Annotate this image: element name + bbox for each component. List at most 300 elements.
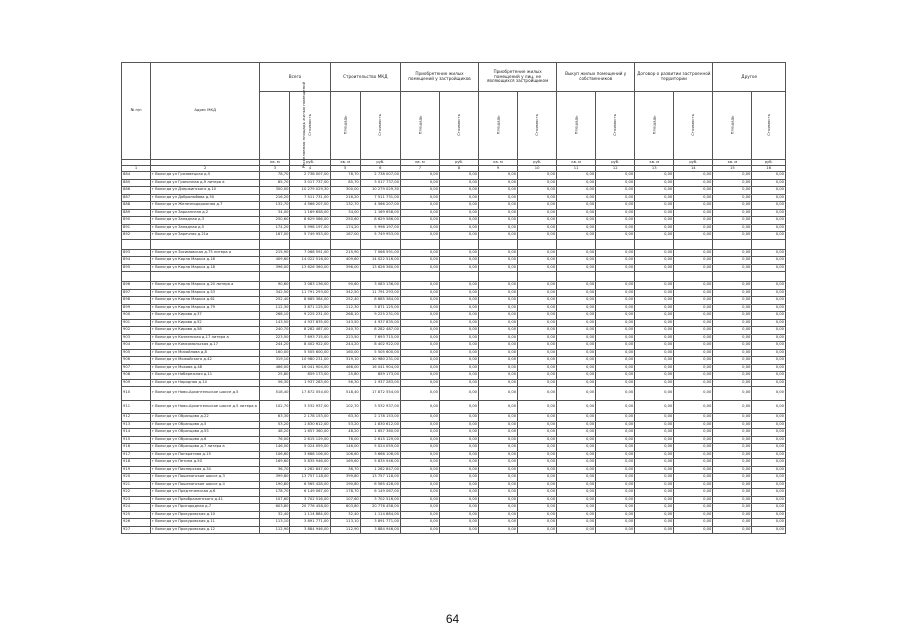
zero-value-cell: 0,00 <box>752 194 786 202</box>
zero-value-cell: 0,00 <box>439 379 478 387</box>
row-number-cell: 909 <box>122 379 151 387</box>
zero-value-cell: 0,00 <box>752 372 786 380</box>
column-number: 7 <box>400 166 439 172</box>
address-cell: г Вологда ул Кирова д.37 <box>151 312 260 320</box>
zero-value-cell: 0,00 <box>400 349 439 357</box>
zero-value-cell: 0,00 <box>635 474 674 482</box>
zero-value-cell: 0,00 <box>674 289 713 297</box>
zero-value-cell: 0,00 <box>674 489 713 497</box>
table-row <box>122 264 786 272</box>
zero-value-cell: 0,00 <box>596 414 635 422</box>
construction-area-cell: 300,00 <box>330 187 360 195</box>
construction-cost-cell: 3 083 136,00 <box>360 282 400 290</box>
construction-area-cell: 169,60 <box>330 459 360 467</box>
zero-value-cell: 0,00 <box>400 257 439 265</box>
construction-cost-cell: 3 702 516,00 <box>360 496 400 504</box>
zero-value-cell: 0,00 <box>596 282 635 290</box>
zero-value-cell: 0,00 <box>713 334 752 342</box>
row-number-cell: 921 <box>122 481 151 489</box>
resettled-area-cell: 78,70 <box>260 172 290 180</box>
table-row <box>122 224 786 232</box>
header-acquisition-cost: Стоимость <box>439 92 478 160</box>
table-row <box>122 217 786 225</box>
zero-value-cell: 0,00 <box>713 217 752 225</box>
zero-value-cell: 0,00 <box>479 436 518 444</box>
zero-value-cell: 0,00 <box>752 257 786 265</box>
zero-value-cell: 0,00 <box>557 466 596 474</box>
zero-value-cell: 0,00 <box>400 436 439 444</box>
zero-value-cell: 0,00 <box>635 172 674 180</box>
header-construction-cost: Стоимость <box>360 92 400 160</box>
zero-value-cell: 0,00 <box>752 232 786 240</box>
zero-value-cell: 0,00 <box>439 364 478 372</box>
zero-value-cell: 0,00 <box>713 496 752 504</box>
zero-value-cell: 0,00 <box>674 232 713 240</box>
zero-value-cell: 0,00 <box>557 511 596 519</box>
zero-value-cell: 0,00 <box>439 179 478 187</box>
header-unit: руб. <box>596 160 635 166</box>
resettled-area-cell: 319,10 <box>260 357 290 365</box>
address-cell: г Вологда ул Грязовецкая д.5 <box>151 172 260 180</box>
zero-value-cell: 0,00 <box>439 187 478 195</box>
table-cell-empty <box>713 239 752 249</box>
zero-value-cell: 0,00 <box>596 451 635 459</box>
row-number-cell: 925 <box>122 511 151 519</box>
total-cost-cell: 7 068 591,00 <box>290 249 330 257</box>
table-cell-empty <box>596 239 635 249</box>
zero-value-cell: 0,00 <box>752 511 786 519</box>
zero-value-cell: 0,00 <box>635 466 674 474</box>
column-number: 1 <box>122 166 151 172</box>
resettled-area-cell: 112,90 <box>260 526 290 534</box>
table-cell-empty <box>752 272 786 282</box>
zero-value-cell: 0,00 <box>713 179 752 187</box>
table-row <box>122 209 786 217</box>
row-number-cell: 897 <box>122 289 151 297</box>
header-group-development: Договор о развитии застроенной территории <box>635 63 713 92</box>
zero-value-cell: 0,00 <box>557 379 596 387</box>
zero-value-cell: 0,00 <box>596 232 635 240</box>
zero-value-cell: 0,00 <box>439 327 478 335</box>
construction-cost-cell: 1 937 283,00 <box>360 379 400 387</box>
resettled-area-cell: 25,80 <box>260 372 290 380</box>
column-number: 8 <box>439 166 478 172</box>
zero-value-cell: 0,00 <box>635 357 674 365</box>
zero-value-cell: 0,00 <box>713 387 752 401</box>
zero-value-cell: 0,00 <box>518 511 557 519</box>
header-group-acquisition: Приобретение жилых помещений у застройщиков <box>400 63 478 92</box>
zero-value-cell: 0,00 <box>674 319 713 327</box>
zero-value-cell: 0,00 <box>596 304 635 312</box>
table-cell-empty <box>479 272 518 282</box>
zero-value-cell: 0,00 <box>635 436 674 444</box>
header-buyout-area: Площадь <box>557 92 596 160</box>
row-number-cell: 884 <box>122 172 151 180</box>
zero-value-cell: 0,00 <box>752 519 786 527</box>
zero-value-cell: 0,00 <box>400 459 439 467</box>
total-cost-cell: 10 980 231,00 <box>290 357 330 365</box>
zero-value-cell: 0,00 <box>674 342 713 350</box>
zero-value-cell: 0,00 <box>635 217 674 225</box>
zero-value-cell: 0,00 <box>518 436 557 444</box>
zero-value-cell: 0,00 <box>400 451 439 459</box>
zero-value-cell: 0,00 <box>713 519 752 527</box>
zero-value-cell: 0,00 <box>518 257 557 265</box>
zero-value-cell: 0,00 <box>518 466 557 474</box>
resettled-area-cell: 342,50 <box>260 289 290 297</box>
resettled-area-cell: 178,70 <box>260 489 290 497</box>
zero-value-cell: 0,00 <box>635 421 674 429</box>
zero-value-cell: 0,00 <box>400 400 439 414</box>
zero-value-cell: 0,00 <box>400 209 439 217</box>
zero-value-cell: 0,00 <box>635 489 674 497</box>
resettled-area-cell: 174,20 <box>260 224 290 232</box>
resettled-area-cell: 32,40 <box>260 511 290 519</box>
zero-value-cell: 0,00 <box>752 187 786 195</box>
zero-value-cell: 0,00 <box>752 297 786 305</box>
zero-value-cell: 0,00 <box>674 451 713 459</box>
table-cell-empty <box>635 272 674 282</box>
total-cost-cell: 11 791 293,00 <box>290 289 330 297</box>
zero-value-cell: 0,00 <box>674 421 713 429</box>
zero-value-cell: 0,00 <box>713 504 752 512</box>
column-number: 10 <box>518 166 557 172</box>
zero-value-cell: 0,00 <box>439 489 478 497</box>
header-unit: кв. м <box>260 160 290 166</box>
zero-value-cell: 0,00 <box>518 282 557 290</box>
total-cost-cell: 3 884 946,00 <box>290 526 330 534</box>
address-cell: г Вологда ул Добролюбова д.50 <box>151 194 260 202</box>
zero-value-cell: 0,00 <box>518 504 557 512</box>
zero-value-cell: 0,00 <box>400 232 439 240</box>
zero-value-cell: 0,00 <box>479 400 518 414</box>
header-group-total: Всего <box>260 63 330 92</box>
table-row <box>122 304 786 312</box>
table-row <box>122 421 786 429</box>
zero-value-cell: 0,00 <box>439 334 478 342</box>
resettled-area-cell: 250,60 <box>260 217 290 225</box>
construction-area-cell: 143,50 <box>330 319 360 327</box>
zero-value-cell: 0,00 <box>596 172 635 180</box>
zero-value-cell: 0,00 <box>479 194 518 202</box>
table-row <box>122 481 786 489</box>
table-row <box>122 282 786 290</box>
construction-area-cell: 268,10 <box>330 312 360 320</box>
header-unit: руб. <box>290 160 330 166</box>
zero-value-cell: 0,00 <box>557 312 596 320</box>
table-row <box>122 496 786 504</box>
row-number-cell: 920 <box>122 474 151 482</box>
zero-value-cell: 0,00 <box>713 187 752 195</box>
zero-value-cell: 0,00 <box>439 519 478 527</box>
address-cell: г Вологда ул Пошехонское шоссе д.3 <box>151 474 260 482</box>
address-cell: г Вологда ул Панкратова д.15 <box>151 451 260 459</box>
zero-value-cell: 0,00 <box>518 489 557 497</box>
zero-value-cell: 0,00 <box>518 264 557 272</box>
header-other-area: Площадь <box>713 92 752 160</box>
table-row <box>122 466 786 474</box>
address-cell: г Вологда ул Карла Маркса д.20 литера а <box>151 282 260 290</box>
table-row <box>122 519 786 527</box>
zero-value-cell: 0,00 <box>752 387 786 401</box>
zero-value-cell: 0,00 <box>479 289 518 297</box>
table-row <box>122 327 786 335</box>
header-acquisition-other-area: Площадь <box>479 92 518 160</box>
zero-value-cell: 0,00 <box>400 489 439 497</box>
table-row <box>122 202 786 210</box>
zero-value-cell: 0,00 <box>635 444 674 452</box>
zero-value-cell: 0,00 <box>439 304 478 312</box>
construction-area-cell: 174,20 <box>330 224 360 232</box>
zero-value-cell: 0,00 <box>674 357 713 365</box>
zero-value-cell: 0,00 <box>674 526 713 534</box>
zero-value-cell: 0,00 <box>752 202 786 210</box>
zero-value-cell: 0,00 <box>400 372 439 380</box>
zero-value-cell: 0,00 <box>439 429 478 437</box>
zero-value-cell: 0,00 <box>752 217 786 225</box>
zero-value-cell: 0,00 <box>518 481 557 489</box>
zero-value-cell: 0,00 <box>518 421 557 429</box>
zero-value-cell: 0,00 <box>674 414 713 422</box>
table-row <box>122 349 786 357</box>
zero-value-cell: 0,00 <box>635 179 674 187</box>
zero-value-cell: 0,00 <box>439 357 478 365</box>
total-cost-cell: 3 891 771,00 <box>290 519 330 527</box>
header-total-cost: Стоимость <box>290 92 330 160</box>
address-cell: г Вологда ул Преображенского д.41 <box>151 496 260 504</box>
construction-cost-cell: 8 402 922,00 <box>360 342 400 350</box>
zero-value-cell: 0,00 <box>400 179 439 187</box>
resettled-area-cell: 268,10 <box>260 312 290 320</box>
zero-value-cell: 0,00 <box>400 327 439 335</box>
zero-value-cell: 0,00 <box>400 249 439 257</box>
resettled-area-cell: 113,10 <box>260 519 290 527</box>
zero-value-cell: 0,00 <box>479 349 518 357</box>
address-cell: г Вологда ул Комсомольская д.17 <box>151 342 260 350</box>
zero-value-cell: 0,00 <box>439 444 478 452</box>
header-unit: кв. м <box>557 160 596 166</box>
column-number: 11 <box>557 166 596 172</box>
construction-area-cell: 160,00 <box>330 349 360 357</box>
table-cell-empty <box>151 239 260 249</box>
construction-cost-cell: 1 262 847,00 <box>360 466 400 474</box>
register-table-sheet <box>121 62 786 534</box>
table-row <box>122 387 786 401</box>
zero-value-cell: 0,00 <box>557 232 596 240</box>
zero-value-cell: 0,00 <box>479 319 518 327</box>
row-number-cell: 901 <box>122 319 151 327</box>
column-number: 3 <box>260 166 290 172</box>
construction-cost-cell: 17 872 554,00 <box>360 387 400 401</box>
construction-area-cell: 244,20 <box>330 342 360 350</box>
zero-value-cell: 0,00 <box>518 357 557 365</box>
zero-value-cell: 0,00 <box>439 481 478 489</box>
total-cost-cell: 1 830 612,00 <box>290 421 330 429</box>
total-cost-cell: 13 626 360,00 <box>290 264 330 272</box>
zero-value-cell: 0,00 <box>713 312 752 320</box>
zero-value-cell: 0,00 <box>674 172 713 180</box>
construction-cost-cell: 3 668 106,00 <box>360 451 400 459</box>
construction-area-cell: 603,80 <box>330 504 360 512</box>
zero-value-cell: 0,00 <box>557 327 596 335</box>
zero-value-cell: 0,00 <box>439 319 478 327</box>
zero-value-cell: 0,00 <box>596 511 635 519</box>
construction-area-cell: 319,10 <box>330 357 360 365</box>
zero-value-cell: 0,00 <box>479 372 518 380</box>
row-number-cell: 899 <box>122 304 151 312</box>
table-cell-empty <box>330 239 360 249</box>
column-number: 4 <box>290 166 330 172</box>
table-row <box>122 526 786 534</box>
row-number-cell: 886 <box>122 187 151 195</box>
address-cell: г Вологда ул Заркапсная д.2 <box>151 209 260 217</box>
zero-value-cell: 0,00 <box>557 349 596 357</box>
zero-value-cell: 0,00 <box>635 364 674 372</box>
row-number-cell: 904 <box>122 342 151 350</box>
table-row <box>122 436 786 444</box>
construction-cost-cell: 3 884 946,00 <box>360 526 400 534</box>
table-cell-empty <box>674 272 713 282</box>
zero-value-cell: 0,00 <box>713 459 752 467</box>
zero-value-cell: 0,00 <box>713 400 752 414</box>
zero-value-cell: 0,00 <box>596 429 635 437</box>
table-row <box>122 379 786 387</box>
header-resettled-area: Расселяемая площадь жилых помещений <box>260 92 290 160</box>
zero-value-cell: 0,00 <box>596 379 635 387</box>
zero-value-cell: 0,00 <box>596 289 635 297</box>
zero-value-cell: 0,00 <box>400 297 439 305</box>
zero-value-cell: 0,00 <box>752 224 786 232</box>
zero-value-cell: 0,00 <box>400 342 439 350</box>
zero-value-cell: 0,00 <box>400 282 439 290</box>
zero-value-cell: 0,00 <box>439 349 478 357</box>
construction-area-cell: 342,50 <box>330 289 360 297</box>
column-number: 16 <box>752 166 786 172</box>
zero-value-cell: 0,00 <box>439 436 478 444</box>
zero-value-cell: 0,00 <box>752 504 786 512</box>
zero-value-cell: 0,00 <box>635 372 674 380</box>
zero-value-cell: 0,00 <box>596 364 635 372</box>
construction-area-cell: 146,00 <box>330 444 360 452</box>
zero-value-cell: 0,00 <box>635 526 674 534</box>
zero-value-cell: 0,00 <box>400 474 439 482</box>
construction-cost-cell: 2 178 153,00 <box>360 414 400 422</box>
zero-value-cell: 0,00 <box>674 304 713 312</box>
zero-value-cell: 0,00 <box>752 489 786 497</box>
zero-value-cell: 0,00 <box>752 429 786 437</box>
zero-value-cell: 0,00 <box>400 504 439 512</box>
zero-value-cell: 0,00 <box>400 519 439 527</box>
zero-value-cell: 0,00 <box>596 327 635 335</box>
zero-value-cell: 0,00 <box>596 224 635 232</box>
construction-cost-cell: 5 024 059,00 <box>360 444 400 452</box>
zero-value-cell: 0,00 <box>479 217 518 225</box>
row-number-cell: 902 <box>122 327 151 335</box>
column-number: 12 <box>596 166 635 172</box>
zero-value-cell: 0,00 <box>518 444 557 452</box>
resettled-area-cell: 107,60 <box>260 496 290 504</box>
zero-value-cell: 0,00 <box>596 519 635 527</box>
column-number: 2 <box>151 166 260 172</box>
zero-value-cell: 0,00 <box>596 474 635 482</box>
zero-value-cell: 0,00 <box>674 187 713 195</box>
zero-value-cell: 0,00 <box>439 264 478 272</box>
total-cost-cell: 6 565 428,00 <box>290 481 330 489</box>
column-number: 14 <box>674 166 713 172</box>
zero-value-cell: 0,00 <box>479 519 518 527</box>
zero-value-cell: 0,00 <box>713 421 752 429</box>
zero-value-cell: 0,00 <box>518 342 557 350</box>
zero-value-cell: 0,00 <box>400 319 439 327</box>
zero-value-cell: 0,00 <box>635 414 674 422</box>
zero-value-cell: 0,00 <box>479 179 518 187</box>
zero-value-cell: 0,00 <box>557 504 596 512</box>
construction-area-cell: 409,60 <box>330 257 360 265</box>
zero-value-cell: 0,00 <box>439 504 478 512</box>
total-cost-cell: 2 738 007,00 <box>290 172 330 180</box>
zero-value-cell: 0,00 <box>479 387 518 401</box>
zero-value-cell: 0,00 <box>635 334 674 342</box>
zero-value-cell: 0,00 <box>439 459 478 467</box>
zero-value-cell: 0,00 <box>674 202 713 210</box>
resettled-area-cell: 63,30 <box>260 414 290 422</box>
zero-value-cell: 0,00 <box>557 459 596 467</box>
construction-cost-cell: 5 749 953,00 <box>360 232 400 240</box>
resettled-area-cell: 102,70 <box>260 400 290 414</box>
resettled-area-cell: 252,40 <box>260 297 290 305</box>
address-cell: г Вологда ул Пионерская д.34 <box>151 466 260 474</box>
zero-value-cell: 0,00 <box>557 364 596 372</box>
zero-value-cell: 0,00 <box>479 257 518 265</box>
construction-area-cell: 250,60 <box>330 217 360 225</box>
construction-area-cell: 78,70 <box>330 172 360 180</box>
row-number-cell: 894 <box>122 257 151 265</box>
resettled-area-cell: 244,20 <box>260 342 290 350</box>
address-cell: г Вологда ул Дзержинского д.10 <box>151 187 260 195</box>
address-cell: г Вологда ул Образцова д.6 <box>151 436 260 444</box>
address-cell: г Вологда ул Карла Маркса д.18 <box>151 264 260 272</box>
construction-area-cell: 102,70 <box>330 400 360 414</box>
table-cell-empty <box>400 272 439 282</box>
zero-value-cell: 0,00 <box>596 496 635 504</box>
total-cost-cell: 9 225 231,00 <box>290 312 330 320</box>
construction-area-cell: 215,90 <box>330 249 360 257</box>
zero-value-cell: 0,00 <box>635 257 674 265</box>
zero-value-cell: 0,00 <box>713 372 752 380</box>
zero-value-cell: 0,00 <box>752 400 786 414</box>
zero-value-cell: 0,00 <box>439 249 478 257</box>
construction-area-cell: 240,70 <box>330 327 360 335</box>
zero-value-cell: 0,00 <box>557 297 596 305</box>
zero-value-cell: 0,00 <box>400 304 439 312</box>
total-cost-cell: 3 532 937,00 <box>290 400 330 414</box>
table-row <box>122 511 786 519</box>
construction-cost-cell: 13 757 118,00 <box>360 474 400 482</box>
row-number-cell: 927 <box>122 526 151 534</box>
row-number-cell: 919 <box>122 466 151 474</box>
resettled-area-cell: 76,00 <box>260 436 290 444</box>
zero-value-cell: 0,00 <box>752 319 786 327</box>
row-number-cell: 914 <box>122 429 151 437</box>
header-address: Адрес МКД <box>151 63 260 160</box>
table-row <box>122 179 786 187</box>
zero-value-cell: 0,00 <box>596 349 635 357</box>
resettled-area-cell: 518,40 <box>260 387 290 401</box>
zero-value-cell: 0,00 <box>518 224 557 232</box>
zero-value-cell: 0,00 <box>479 172 518 180</box>
row-number-cell: 889 <box>122 209 151 217</box>
total-cost-cell: 5 998 197,00 <box>290 224 330 232</box>
